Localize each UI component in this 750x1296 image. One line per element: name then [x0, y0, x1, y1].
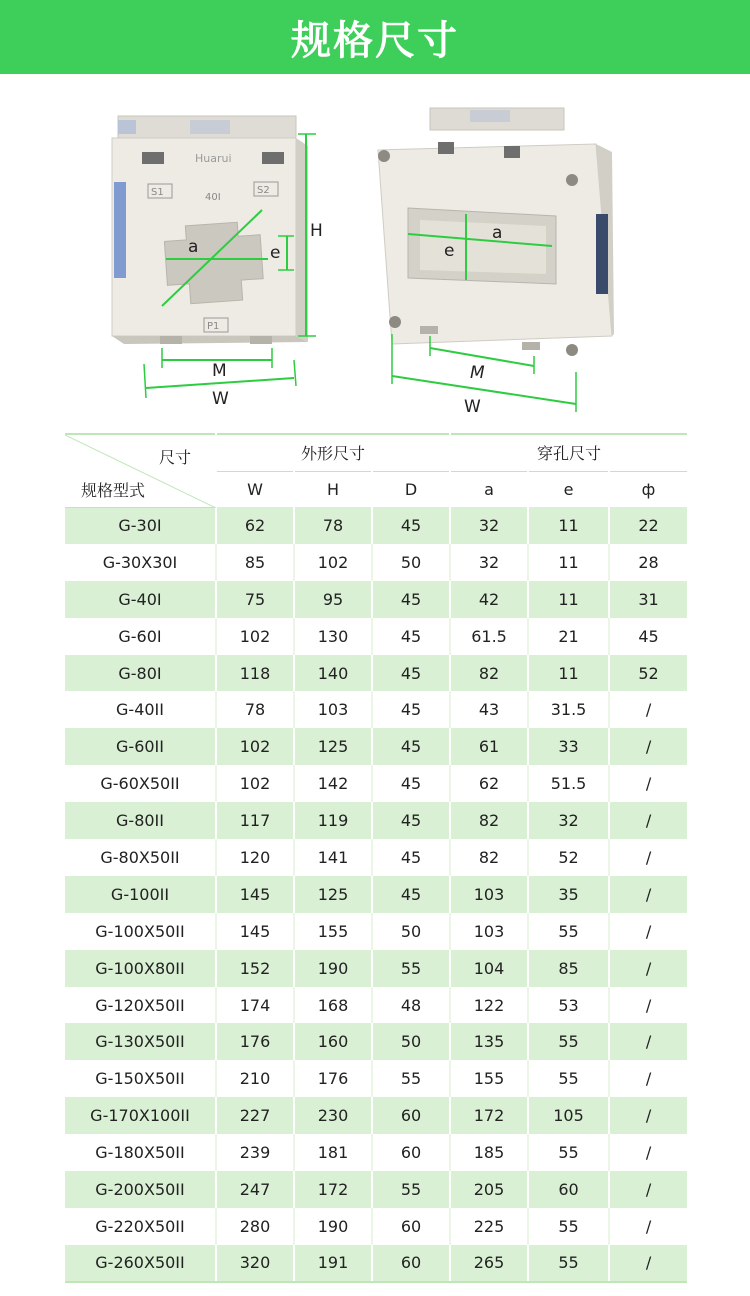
cell-w: 78	[216, 691, 294, 728]
cell-d: 50	[372, 1023, 450, 1060]
table-row	[65, 876, 687, 913]
cell-d: 60	[372, 1208, 450, 1245]
cell-phi: /	[609, 839, 687, 876]
cell-model: G-30X30I	[65, 544, 216, 581]
cell-model: G-100II	[65, 876, 216, 913]
cell-d: 45	[372, 507, 450, 544]
cell-model: G-150X50II	[65, 1060, 216, 1097]
left-label-w: W	[212, 389, 229, 409]
cell-h: 176	[294, 1060, 372, 1097]
cell-a: 62	[450, 765, 528, 802]
table-row	[65, 1171, 687, 1208]
cell-e: 85	[528, 950, 609, 987]
cell-d: 45	[372, 728, 450, 765]
cell-d: 45	[372, 581, 450, 618]
cell-a: 32	[450, 544, 528, 581]
cell-d: 45	[372, 839, 450, 876]
cell-h: 191	[294, 1245, 372, 1282]
table-row	[65, 1245, 687, 1282]
table-row	[65, 1023, 687, 1060]
subheader-h: H	[294, 471, 372, 507]
left-label-h: H	[310, 221, 323, 241]
cell-model: G-100X80II	[65, 950, 216, 987]
cell-a: 43	[450, 691, 528, 728]
table-row	[65, 802, 687, 839]
cell-e: 11	[528, 655, 609, 692]
cell-h: 181	[294, 1134, 372, 1171]
cell-h: 168	[294, 987, 372, 1024]
cell-phi: /	[609, 1023, 687, 1060]
cell-d: 45	[372, 691, 450, 728]
cell-w: 85	[216, 544, 294, 581]
table-row	[65, 544, 687, 581]
cell-phi: /	[609, 913, 687, 950]
cell-h: 125	[294, 876, 372, 913]
cell-a: 155	[450, 1060, 528, 1097]
corner-screw-icon	[378, 150, 390, 162]
cell-e: 21	[528, 618, 609, 655]
dimension-diagram-svg	[0, 74, 750, 432]
table-row	[65, 1208, 687, 1245]
cell-w: 118	[216, 655, 294, 692]
cell-a: 103	[450, 913, 528, 950]
cell-phi: 22	[609, 507, 687, 544]
cell-a: 205	[450, 1171, 528, 1208]
table-row	[65, 581, 687, 618]
table-row	[65, 987, 687, 1024]
table-row	[65, 1097, 687, 1134]
cell-w: 227	[216, 1097, 294, 1134]
table-row	[65, 765, 687, 802]
cell-d: 60	[372, 1134, 450, 1171]
left-label-e: e	[270, 243, 281, 263]
corner-screw-icon	[566, 174, 578, 186]
subheader-w: W	[216, 471, 294, 507]
cell-w: 62	[216, 507, 294, 544]
title-banner	[0, 0, 750, 74]
cell-model: G-60X50II	[65, 765, 216, 802]
cell-model: G-80X50II	[65, 839, 216, 876]
cell-e: 11	[528, 581, 609, 618]
cell-a: 104	[450, 950, 528, 987]
cell-phi: /	[609, 802, 687, 839]
cell-d: 55	[372, 1060, 450, 1097]
cell-e: 11	[528, 507, 609, 544]
cell-d: 55	[372, 1171, 450, 1208]
brand-marking: Huarui	[195, 152, 232, 165]
cell-e: 55	[528, 1245, 609, 1282]
cell-h: 140	[294, 655, 372, 692]
cell-h: 130	[294, 618, 372, 655]
cell-h: 78	[294, 507, 372, 544]
cell-w: 102	[216, 765, 294, 802]
cell-h: 119	[294, 802, 372, 839]
cell-d: 60	[372, 1097, 450, 1134]
cell-h: 230	[294, 1097, 372, 1134]
cell-a: 82	[450, 839, 528, 876]
cell-e: 55	[528, 913, 609, 950]
right-label-a: a	[492, 223, 503, 243]
cell-model: G-130X50II	[65, 1023, 216, 1060]
cell-e: 55	[528, 1060, 609, 1097]
cell-d: 50	[372, 544, 450, 581]
cell-h: 190	[294, 950, 372, 987]
cell-d: 55	[372, 950, 450, 987]
terminal-screw-icon	[504, 146, 520, 158]
table-row	[65, 728, 687, 765]
s1-marking: S1	[151, 187, 164, 198]
cell-a: 265	[450, 1245, 528, 1282]
cell-phi: /	[609, 1097, 687, 1134]
corner-screw-icon	[566, 344, 578, 356]
cell-h: 155	[294, 913, 372, 950]
subheader-phi: ф	[609, 471, 687, 507]
terminal-screw-icon	[142, 152, 164, 164]
cell-model: G-170X100II	[65, 1097, 216, 1134]
cell-w: 280	[216, 1208, 294, 1245]
cell-d: 45	[372, 765, 450, 802]
cell-a: 61	[450, 728, 528, 765]
cell-e: 53	[528, 987, 609, 1024]
subheader-d: D	[372, 471, 450, 507]
cell-w: 75	[216, 581, 294, 618]
cell-d: 50	[372, 913, 450, 950]
table-row	[65, 1060, 687, 1097]
cell-a: 82	[450, 655, 528, 692]
cell-w: 120	[216, 839, 294, 876]
right-label-m: M	[470, 363, 485, 383]
cell-d: 45	[372, 618, 450, 655]
cell-phi: /	[609, 987, 687, 1024]
cell-a: 32	[450, 507, 528, 544]
cell-a: 42	[450, 581, 528, 618]
cell-a: 225	[450, 1208, 528, 1245]
cell-a: 185	[450, 1134, 528, 1171]
cell-e: 31.5	[528, 691, 609, 728]
cell-a: 61.5	[450, 618, 528, 655]
cell-model: G-180X50II	[65, 1134, 216, 1171]
cell-phi: /	[609, 1171, 687, 1208]
cell-e: 55	[528, 1134, 609, 1171]
cell-phi: /	[609, 691, 687, 728]
cell-model: G-100X50II	[65, 913, 216, 950]
cell-d: 45	[372, 802, 450, 839]
cell-h: 172	[294, 1171, 372, 1208]
cell-h: 160	[294, 1023, 372, 1060]
corner-screw-icon	[389, 316, 401, 328]
cell-phi: /	[609, 1134, 687, 1171]
cell-model: G-220X50II	[65, 1208, 216, 1245]
cell-phi: /	[609, 728, 687, 765]
subheader-a: a	[450, 471, 528, 507]
cell-h: 102	[294, 544, 372, 581]
model-marking: 40I	[205, 192, 221, 203]
cell-w: 102	[216, 728, 294, 765]
page-title: 规格尺寸	[291, 17, 459, 64]
cell-phi: 31	[609, 581, 687, 618]
left-label-m: M	[212, 361, 227, 381]
right-label-w: W	[464, 397, 481, 417]
cell-phi: /	[609, 876, 687, 913]
cell-w: 117	[216, 802, 294, 839]
cell-a: 135	[450, 1023, 528, 1060]
cell-e: 52	[528, 839, 609, 876]
cell-model: G-40II	[65, 691, 216, 728]
cell-w: 152	[216, 950, 294, 987]
cell-h: 142	[294, 765, 372, 802]
table-header-row	[65, 434, 687, 471]
cell-model: G-60II	[65, 728, 216, 765]
cell-model: G-120X50II	[65, 987, 216, 1024]
cell-w: 176	[216, 1023, 294, 1060]
cell-e: 35	[528, 876, 609, 913]
corner-header-model: 规格型式	[81, 480, 146, 500]
cell-phi: 28	[609, 544, 687, 581]
cell-h: 125	[294, 728, 372, 765]
spec-table-body	[65, 507, 687, 1282]
cell-e: 51.5	[528, 765, 609, 802]
cell-phi: /	[609, 1208, 687, 1245]
cell-e: 60	[528, 1171, 609, 1208]
p1-marking: P1	[207, 321, 220, 332]
cell-e: 33	[528, 728, 609, 765]
cell-d: 48	[372, 987, 450, 1024]
cell-w: 239	[216, 1134, 294, 1171]
cell-w: 102	[216, 618, 294, 655]
table-row	[65, 618, 687, 655]
cell-model: G-200X50II	[65, 1171, 216, 1208]
cell-model: G-30I	[65, 507, 216, 544]
header-outer-size: 外形尺寸	[216, 434, 450, 471]
cell-w: 320	[216, 1245, 294, 1282]
cell-w: 210	[216, 1060, 294, 1097]
cell-h: 190	[294, 1208, 372, 1245]
cell-h: 103	[294, 691, 372, 728]
table-row	[65, 950, 687, 987]
cell-a: 122	[450, 987, 528, 1024]
cell-d: 45	[372, 876, 450, 913]
left-transformer	[112, 116, 308, 344]
cell-phi: /	[609, 765, 687, 802]
cell-phi: /	[609, 1060, 687, 1097]
s2-marking: S2	[257, 185, 270, 196]
cell-w: 145	[216, 913, 294, 950]
cell-w: 174	[216, 987, 294, 1024]
cell-model: G-80I	[65, 655, 216, 692]
table-row	[65, 1134, 687, 1171]
table-row	[65, 839, 687, 876]
cell-d: 60	[372, 1245, 450, 1282]
header-hole-size: 穿孔尺寸	[450, 434, 687, 471]
left-label-a: a	[188, 237, 199, 257]
cell-a: 82	[450, 802, 528, 839]
cell-phi: /	[609, 1245, 687, 1282]
corner-header-size: 尺寸	[158, 448, 191, 467]
cell-e: 55	[528, 1208, 609, 1245]
cell-e: 32	[528, 802, 609, 839]
cell-phi: /	[609, 950, 687, 987]
side-label-icon	[596, 214, 608, 294]
cell-h: 95	[294, 581, 372, 618]
cell-d: 45	[372, 655, 450, 692]
cell-e: 11	[528, 544, 609, 581]
cell-e: 55	[528, 1023, 609, 1060]
table-row	[65, 691, 687, 728]
cell-phi: 45	[609, 618, 687, 655]
table-row	[65, 655, 687, 692]
terminal-screw-icon	[262, 152, 284, 164]
cell-a: 103	[450, 876, 528, 913]
table-row	[65, 913, 687, 950]
cell-h: 141	[294, 839, 372, 876]
right-label-e: e	[444, 241, 455, 261]
cell-model: G-80II	[65, 802, 216, 839]
cell-model: G-260X50II	[65, 1245, 216, 1282]
cell-phi: 52	[609, 655, 687, 692]
product-diagram	[0, 74, 750, 432]
cell-model: G-60I	[65, 618, 216, 655]
cell-e: 105	[528, 1097, 609, 1134]
subheader-e: e	[528, 471, 609, 507]
corner-header-cell	[65, 434, 216, 507]
spec-table	[65, 433, 687, 1283]
side-label-icon	[114, 182, 126, 278]
cell-w: 247	[216, 1171, 294, 1208]
terminal-screw-icon	[438, 142, 454, 154]
cell-model: G-40I	[65, 581, 216, 618]
table-row	[65, 507, 687, 544]
cell-a: 172	[450, 1097, 528, 1134]
cell-w: 145	[216, 876, 294, 913]
